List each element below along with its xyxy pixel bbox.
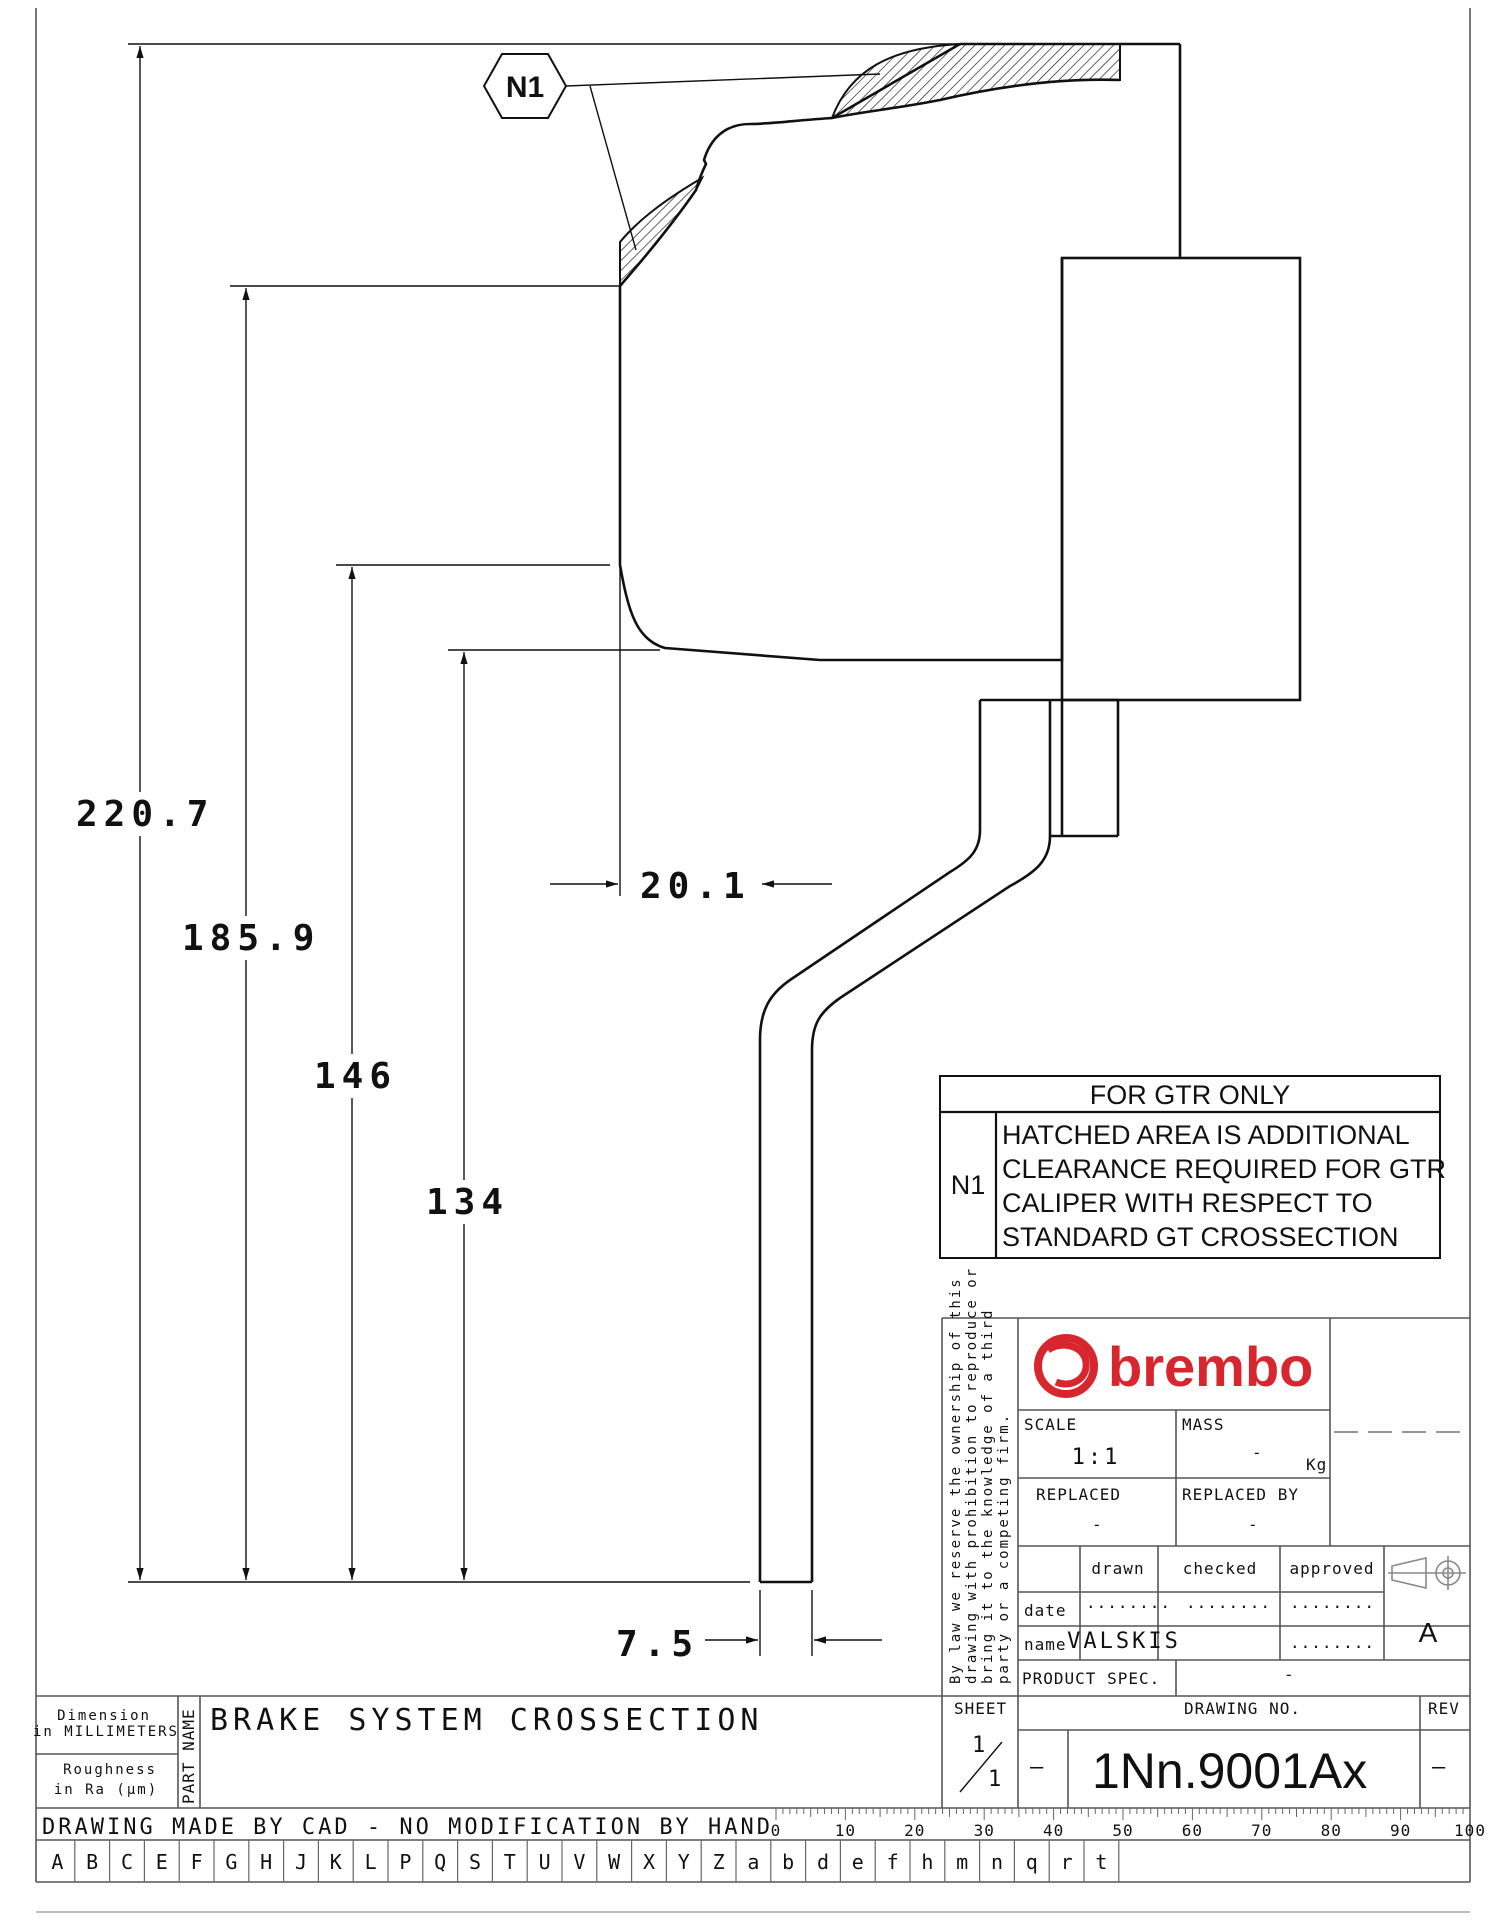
n1-callout: [484, 54, 880, 250]
note-line: HATCHED AREA IS ADDITIONAL: [1002, 1120, 1410, 1150]
replaced-by-label: REPLACED BY: [1182, 1485, 1299, 1504]
grid-letter: A: [51, 1850, 64, 1874]
dim-20-1: 20.1: [640, 866, 751, 907]
drawing-no: 1Nn.9001Ax: [1092, 1743, 1368, 1799]
replaced-value: -: [1092, 1515, 1103, 1534]
drawn-name: VALSKIS: [1067, 1629, 1181, 1654]
grid-letter: G: [225, 1850, 238, 1874]
ruler-label: 0: [770, 1821, 782, 1840]
replaced-by-value: -: [1248, 1515, 1259, 1534]
col-checked: checked: [1182, 1559, 1258, 1578]
ruler-label: 30: [973, 1821, 995, 1840]
title-block: [33, 1267, 1470, 1840]
grid-letter: B: [86, 1850, 99, 1874]
dimension-label: Dimension: [57, 1708, 151, 1724]
ruler-label: 70: [1251, 1821, 1273, 1840]
ruler-label: 100: [1454, 1821, 1486, 1840]
ruler-label: 10: [834, 1821, 857, 1840]
cad-note: DRAWING MADE BY CAD - NO MODIFICATION BY HAND: [42, 1815, 774, 1840]
product-spec-value: -: [1284, 1665, 1295, 1684]
projection-letter: A: [1418, 1617, 1438, 1648]
ruler-label: 80: [1320, 1821, 1342, 1840]
grid-letter: b: [782, 1850, 795, 1874]
note-line: CALIPER WITH RESPECT TO: [1002, 1188, 1373, 1218]
grid-letter: X: [642, 1850, 656, 1874]
brand-wordmark: brembo: [1108, 1335, 1314, 1398]
name-approved: ........: [1290, 1633, 1376, 1652]
grid-letter: W: [608, 1850, 621, 1874]
ruler-scale: [771, 1808, 1486, 1840]
mass-value: -: [1252, 1443, 1263, 1462]
drawing-no-label: DRAWING NO.: [1184, 1699, 1301, 1718]
grid-letter: Q: [434, 1850, 447, 1874]
row-name: name: [1024, 1635, 1067, 1654]
grid-letter: h: [921, 1850, 934, 1874]
legal-line: party or a competing firm.: [996, 1412, 1012, 1684]
grid-letter: f: [886, 1850, 899, 1874]
grid-letter: F: [190, 1850, 203, 1874]
legal-line: By law we reserve the ownership of this: [948, 1277, 964, 1684]
dim-185-9: 185.9: [182, 918, 321, 959]
dim-220-7: 220.7: [76, 794, 215, 835]
dim-134: 134: [426, 1182, 510, 1223]
grid-letter: Y: [677, 1850, 690, 1874]
date-approved: ........: [1290, 1593, 1376, 1612]
grid-letter: H: [260, 1850, 273, 1874]
grid-letter: a: [747, 1850, 760, 1874]
grid-letter: t: [1095, 1850, 1108, 1874]
sheet-num: 1: [972, 1733, 989, 1758]
grid-letter: q: [1025, 1850, 1038, 1874]
grid-letter: V: [573, 1850, 586, 1874]
mass-label: MASS: [1182, 1415, 1225, 1434]
n1-callout-label: N1: [505, 71, 545, 104]
grid-letter: d: [816, 1850, 830, 1874]
part-name: BRAKE SYSTEM CROSSECTION: [210, 1703, 764, 1738]
grid-letter: n: [990, 1850, 1004, 1874]
grid-letter: e: [851, 1850, 864, 1874]
grid-letter: T: [503, 1850, 516, 1874]
date-drawn: ........: [1086, 1593, 1172, 1612]
grid-letter: P: [399, 1850, 412, 1874]
grid-letter: L: [364, 1850, 377, 1874]
ruler-label: 40: [1042, 1821, 1065, 1840]
note-line: STANDARD GT CROSSECTION: [1002, 1222, 1399, 1252]
dim-7-5: 7.5: [616, 1624, 700, 1665]
legal-line: bring it to the knowledge of a third: [980, 1308, 996, 1684]
replaced-label: REPLACED: [1036, 1485, 1122, 1504]
col-drawn: drawn: [1091, 1559, 1145, 1578]
ruler-label: 90: [1389, 1821, 1412, 1840]
roughness-label: Roughness: [63, 1762, 157, 1778]
grid-letter: Z: [712, 1850, 725, 1874]
grid-letter: J: [294, 1850, 308, 1874]
ruler-label: 50: [1112, 1821, 1134, 1840]
grid-letter: r: [1060, 1850, 1073, 1874]
scale-label: SCALE: [1024, 1415, 1078, 1434]
dim-146: 146: [314, 1056, 398, 1097]
projection-symbol-icon: [1388, 1556, 1466, 1590]
sheet-dash: —: [1030, 1755, 1047, 1780]
note-table-header: FOR GTR ONLY: [1089, 1080, 1291, 1110]
brembo-logo: [1038, 1335, 1313, 1398]
note-line: CLEARANCE REQUIRED FOR GTR: [1002, 1154, 1447, 1184]
grid-letter: C: [120, 1850, 134, 1874]
col-approved: approved: [1289, 1559, 1375, 1578]
dimension-labels: [76, 794, 751, 1665]
rev-label: REV: [1428, 1699, 1460, 1718]
grid-letter: m: [956, 1850, 969, 1874]
rev-value: —: [1432, 1755, 1449, 1780]
note-table-tag: N1: [950, 1170, 986, 1200]
grid-reference-row: [51, 1840, 1118, 1882]
product-spec-label: PRODUCT SPEC.: [1022, 1669, 1161, 1688]
part-name-label: PART NAME: [179, 1708, 198, 1804]
mass-unit: Kg: [1306, 1455, 1328, 1474]
ruler-label: 20: [904, 1821, 926, 1840]
grid-letter: U: [538, 1850, 551, 1874]
ruler-label: 60: [1181, 1821, 1204, 1840]
scale-value: 1:1: [1071, 1445, 1121, 1470]
roughness-label: in Ra (µm): [53, 1782, 159, 1798]
grid-letter: E: [155, 1850, 168, 1874]
dimension-label: in MILLIMETERS: [32, 1724, 180, 1740]
date-checked: ........: [1186, 1593, 1272, 1612]
sheet-label: SHEET: [954, 1699, 1008, 1718]
grid-letter: S: [468, 1850, 482, 1874]
grid-letter: K: [329, 1850, 342, 1874]
dimension-lines: [72, 44, 960, 1656]
note-table: [940, 1076, 1446, 1258]
row-date: date: [1024, 1601, 1067, 1620]
sheet-total: 1: [988, 1767, 1005, 1792]
legal-line: drawing with prohibition to reproduce or: [964, 1266, 980, 1684]
